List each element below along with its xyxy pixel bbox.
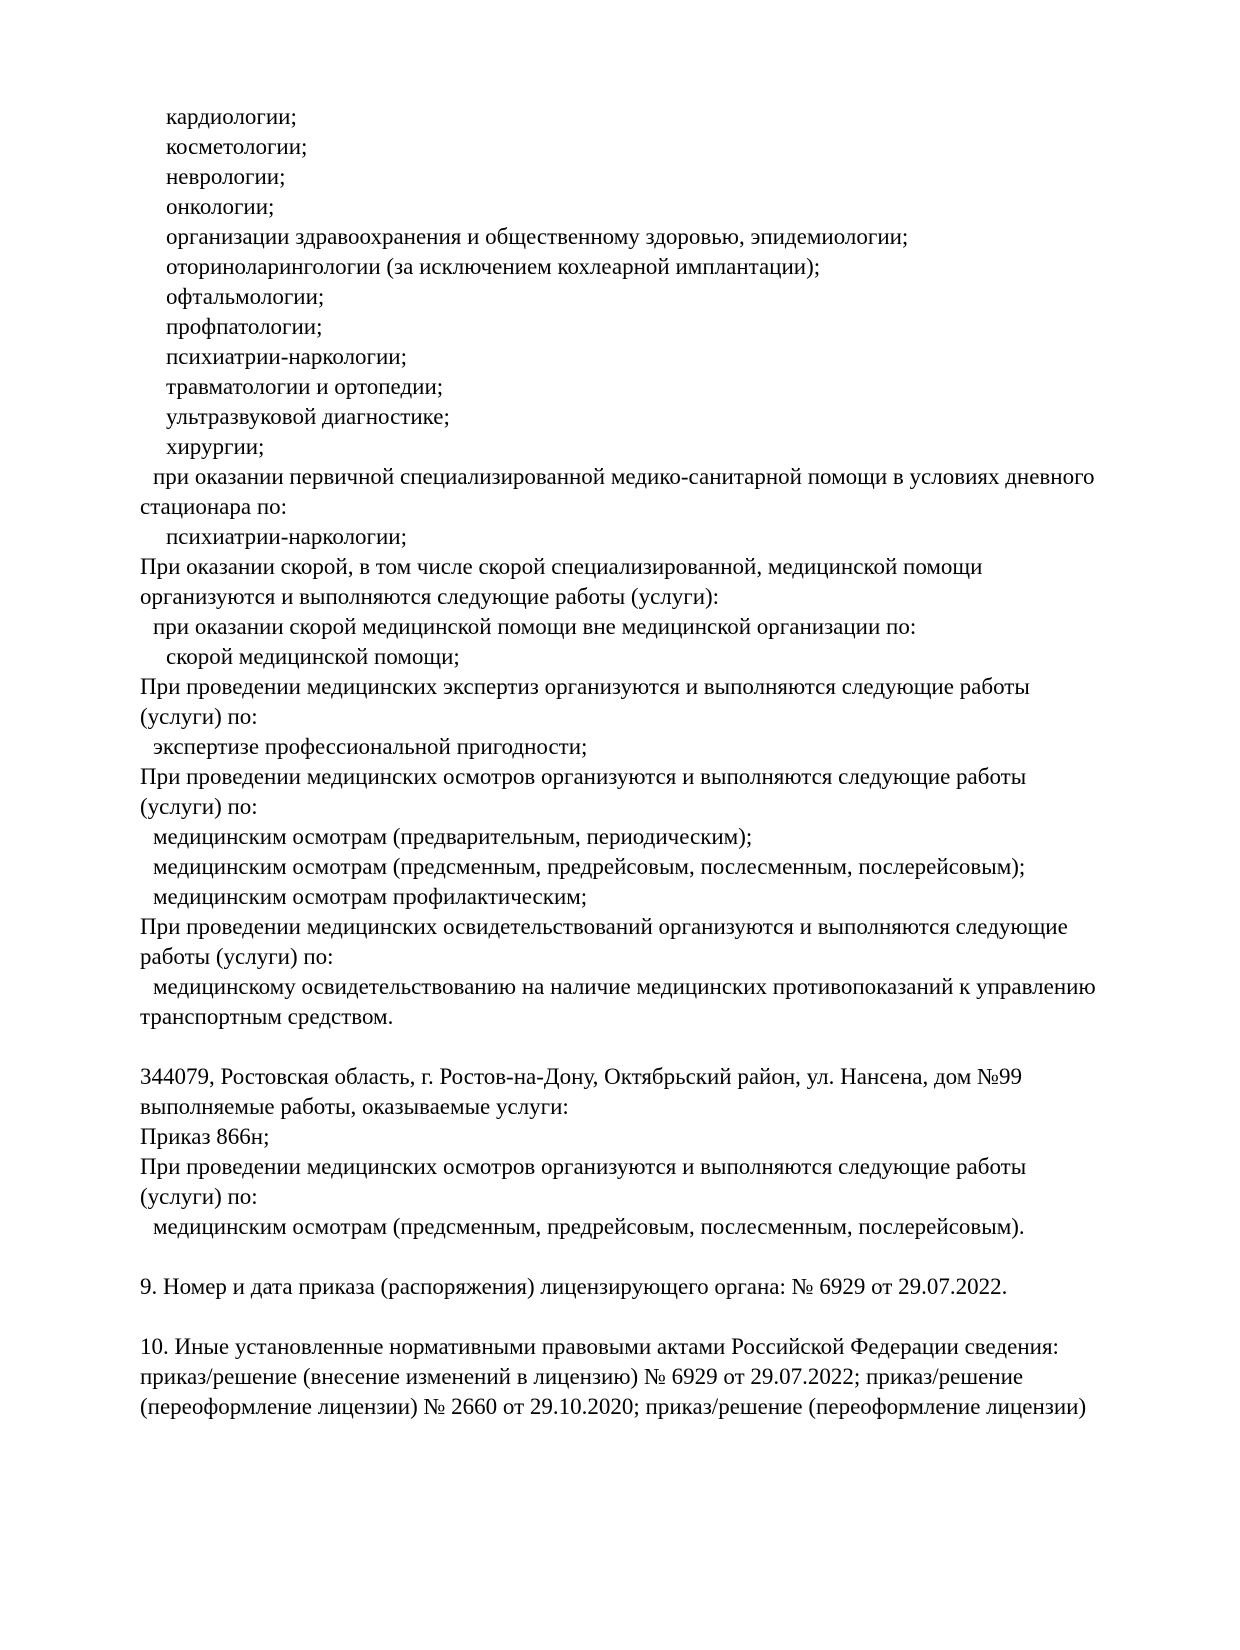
text-line: онкологии;	[166, 194, 275, 219]
text-line: при оказании первичной специализированной медико-санитарной помощи в условиях дневного	[153, 464, 1095, 489]
text-line: неврологии;	[166, 164, 286, 189]
text-line: оториноларингологии (за исключением кохлеарной имплантации);	[166, 254, 821, 279]
text-line: Приказ 866н;	[140, 1124, 270, 1149]
text-line: транспортным средством.	[140, 1004, 394, 1029]
text-line: стационара по:	[140, 494, 288, 519]
text-line: 344079, Ростовская область, г. Ростов-на-Дону, Октябрьский район, ул. Нансена, дом №99	[140, 1064, 1022, 1089]
text-line: медицинским осмотрам (предварительным, периодическим);	[153, 824, 753, 849]
blank-line	[140, 1032, 1120, 1062]
text-line: медицинским осмотрам (предсменным, предрейсовым, послесменным, послерейсовым).	[153, 1214, 1025, 1239]
text-line: организации здравоохранения и общественному здоровью, эпидемиологии;	[166, 224, 909, 249]
text-line: профпатологии;	[166, 314, 323, 339]
text-line: приказ/решение (внесение изменений в лицензию) № 6929 от 29.07.2022; приказ/решение	[140, 1364, 1024, 1389]
text-line: офтальмологии;	[166, 284, 325, 309]
text-line: (услуги) по:	[140, 704, 258, 729]
text-line: При проведении медицинских экспертиз организуются и выполняются следующие работы	[140, 674, 1030, 699]
text-line: При проведении медицинских осмотров организуются и выполняются следующие работы	[140, 1154, 1027, 1179]
text-line: При оказании скорой, в том числе скорой специализированной, медицинской помощи	[140, 554, 983, 579]
text-line: ультразвуковой диагностике;	[166, 404, 450, 429]
text-line: организуются и выполняются следующие работы (услуги):	[140, 584, 720, 609]
text-line: работы (услуги) по:	[140, 944, 334, 969]
text-line: 9. Номер и дата приказа (распоряжения) лицензирующего органа: № 6929 от 29.07.2022.	[140, 1274, 1008, 1299]
text-line: скорой медицинской помощи;	[166, 644, 460, 669]
text-line: При проведении медицинских осмотров организуются и выполняются следующие работы	[140, 764, 1027, 789]
text-line: (услуги) по:	[140, 794, 258, 819]
text-line: (услуги) по:	[140, 1184, 258, 1209]
text-line: 10. Иные установленные нормативными правовыми актами Российской Федерации сведения:	[140, 1334, 1059, 1359]
text-line: психиатрии-наркологии;	[166, 344, 407, 369]
text-line: кардиологии;	[166, 104, 297, 129]
text-line: выполняемые работы, оказываемые услуги:	[140, 1094, 569, 1119]
text-line: травматологии и ортопедии;	[166, 374, 444, 399]
text-line: при оказании скорой медицинской помощи вне медицинской организации по:	[153, 614, 917, 639]
document-body	[140, 102, 1120, 1422]
text-line: психиатрии-наркологии;	[166, 524, 407, 549]
blank-line	[140, 1242, 1120, 1272]
text-line: косметологии;	[166, 134, 308, 159]
text-line: экспертизе профессиональной пригодности;	[153, 734, 588, 759]
blank-line	[140, 1302, 1120, 1332]
text-line: медицинскому освидетельствованию на наличие медицинских противопоказаний к управлению	[153, 974, 1096, 999]
text-line: (переоформление лицензии) № 2660 от 29.10.2020; приказ/решение (переоформление лицензии)	[140, 1394, 1087, 1419]
text-line: хирургии;	[166, 434, 265, 459]
text-line: медицинским осмотрам (предсменным, предрейсовым, послесменным, послерейсовым);	[153, 854, 1026, 879]
text-line: медицинским осмотрам профилактическим;	[153, 884, 588, 909]
text-line: При проведении медицинских освидетельствований организуются и выполняются следующие	[140, 914, 1068, 939]
